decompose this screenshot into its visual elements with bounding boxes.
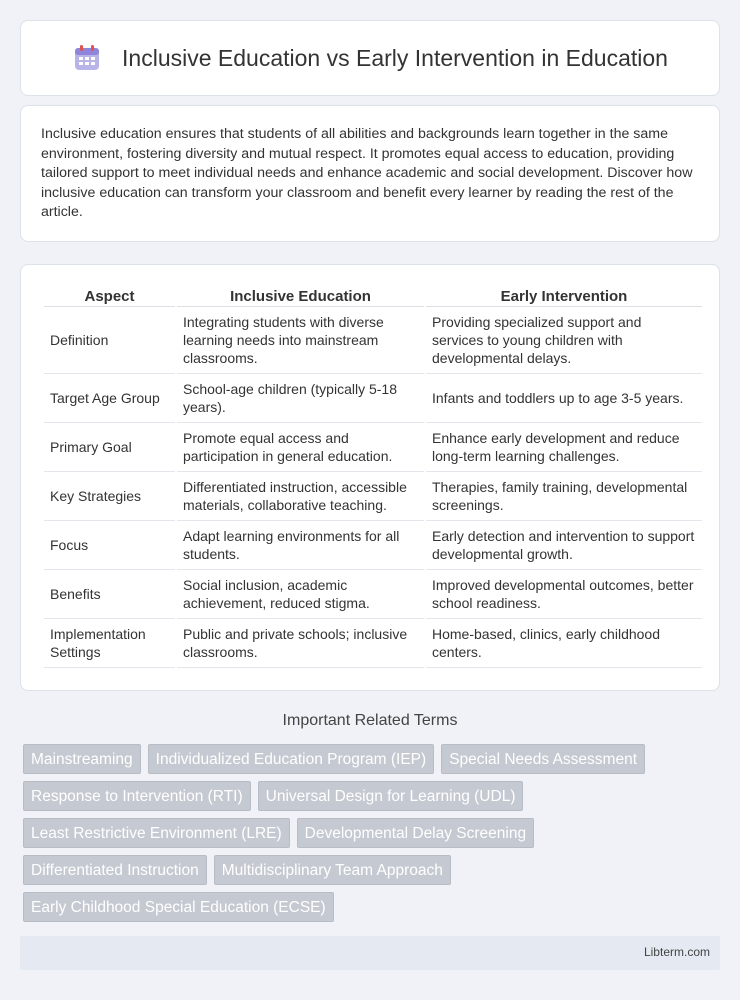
related-terms-title: Important Related Terms bbox=[282, 712, 458, 729]
table-row bbox=[44, 570, 702, 619]
table-row bbox=[44, 521, 702, 570]
related-terms-list bbox=[23, 744, 723, 922]
term-tag[interactable]: Mainstreaming bbox=[23, 744, 141, 774]
term-tag[interactable]: Universal Design for Learning (UDL) bbox=[258, 781, 524, 811]
term-tag[interactable]: Individualized Education Program (IEP) bbox=[148, 744, 435, 774]
intro-text: Inclusive education ensures that students of all abilities and backgrounds learn together in the same environment, fostering diversity and mutual respect. It promotes equal access to education, providing tailored support to meet individual needs and enhance academic and social development. Discover how inclusive education can transform your classroom and benefit every learner by reading the rest of the article. bbox=[41, 126, 693, 220]
table-cell-aspect: Target Age Group bbox=[44, 374, 175, 423]
table-cell: Therapies, family training, developmental screenings. bbox=[426, 472, 702, 521]
comparison-table bbox=[42, 285, 704, 668]
column-header-early: Early Intervention bbox=[426, 285, 702, 307]
table-cell: Enhance early development and reduce long-term learning challenges. bbox=[426, 423, 702, 472]
table-cell-aspect: Implementation Settings bbox=[44, 619, 175, 668]
term-tag[interactable]: Special Needs Assessment bbox=[441, 744, 645, 774]
calendar-icon bbox=[72, 43, 102, 73]
table-row bbox=[44, 619, 702, 668]
table-cell-aspect: Key Strategies bbox=[44, 472, 175, 521]
table-cell-aspect: Definition bbox=[44, 307, 175, 374]
term-tag[interactable]: Least Restrictive Environment (LRE) bbox=[23, 818, 290, 848]
table-cell: Improved developmental outcomes, better school readiness. bbox=[426, 570, 702, 619]
table-cell: Providing specialized support and services to young children with developmental delays. bbox=[426, 307, 702, 374]
table-cell: Differentiated instruction, accessible materials, collaborative teaching. bbox=[177, 472, 424, 521]
footer bbox=[20, 936, 720, 970]
table-cell: Home-based, clinics, early childhood centers. bbox=[426, 619, 702, 668]
comparison-table-card bbox=[20, 264, 720, 691]
table-cell: Promote equal access and participation in general education. bbox=[177, 423, 424, 472]
table-row bbox=[44, 472, 702, 521]
term-tag[interactable]: Early Childhood Special Education (ECSE) bbox=[23, 892, 334, 922]
table-cell: Infants and toddlers up to age 3-5 years. bbox=[426, 374, 702, 423]
table-row bbox=[44, 423, 702, 472]
intro-card bbox=[20, 105, 720, 242]
table-cell: Public and private schools; inclusive classrooms. bbox=[177, 619, 424, 668]
table-cell: Adapt learning environments for all students. bbox=[177, 521, 424, 570]
term-tag[interactable]: Developmental Delay Screening bbox=[297, 818, 534, 848]
table-cell-aspect: Primary Goal bbox=[44, 423, 175, 472]
table-cell: Integrating students with diverse learning needs into mainstream classrooms. bbox=[177, 307, 424, 374]
term-tag[interactable]: Response to Intervention (RTI) bbox=[23, 781, 251, 811]
page-title: Inclusive Education vs Early Intervention in Education bbox=[122, 44, 668, 71]
header-card bbox=[20, 20, 720, 96]
column-header-aspect: Aspect bbox=[44, 285, 175, 307]
table-row bbox=[44, 374, 702, 423]
footer-site-link[interactable]: Libterm.com bbox=[643, 945, 710, 959]
term-tag[interactable]: Multidisciplinary Team Approach bbox=[214, 855, 451, 885]
term-tag[interactable]: Differentiated Instruction bbox=[23, 855, 207, 885]
table-cell: Social inclusion, academic achievement, reduced stigma. bbox=[177, 570, 424, 619]
table-cell: School-age children (typically 5-18 years). bbox=[177, 374, 424, 423]
table-cell: Early detection and intervention to support developmental growth. bbox=[426, 521, 702, 570]
table-header-row bbox=[44, 285, 702, 307]
table-cell-aspect: Benefits bbox=[44, 570, 175, 619]
column-header-inclusive: Inclusive Education bbox=[177, 285, 424, 307]
table-row bbox=[44, 307, 702, 374]
table-cell-aspect: Focus bbox=[44, 521, 175, 570]
